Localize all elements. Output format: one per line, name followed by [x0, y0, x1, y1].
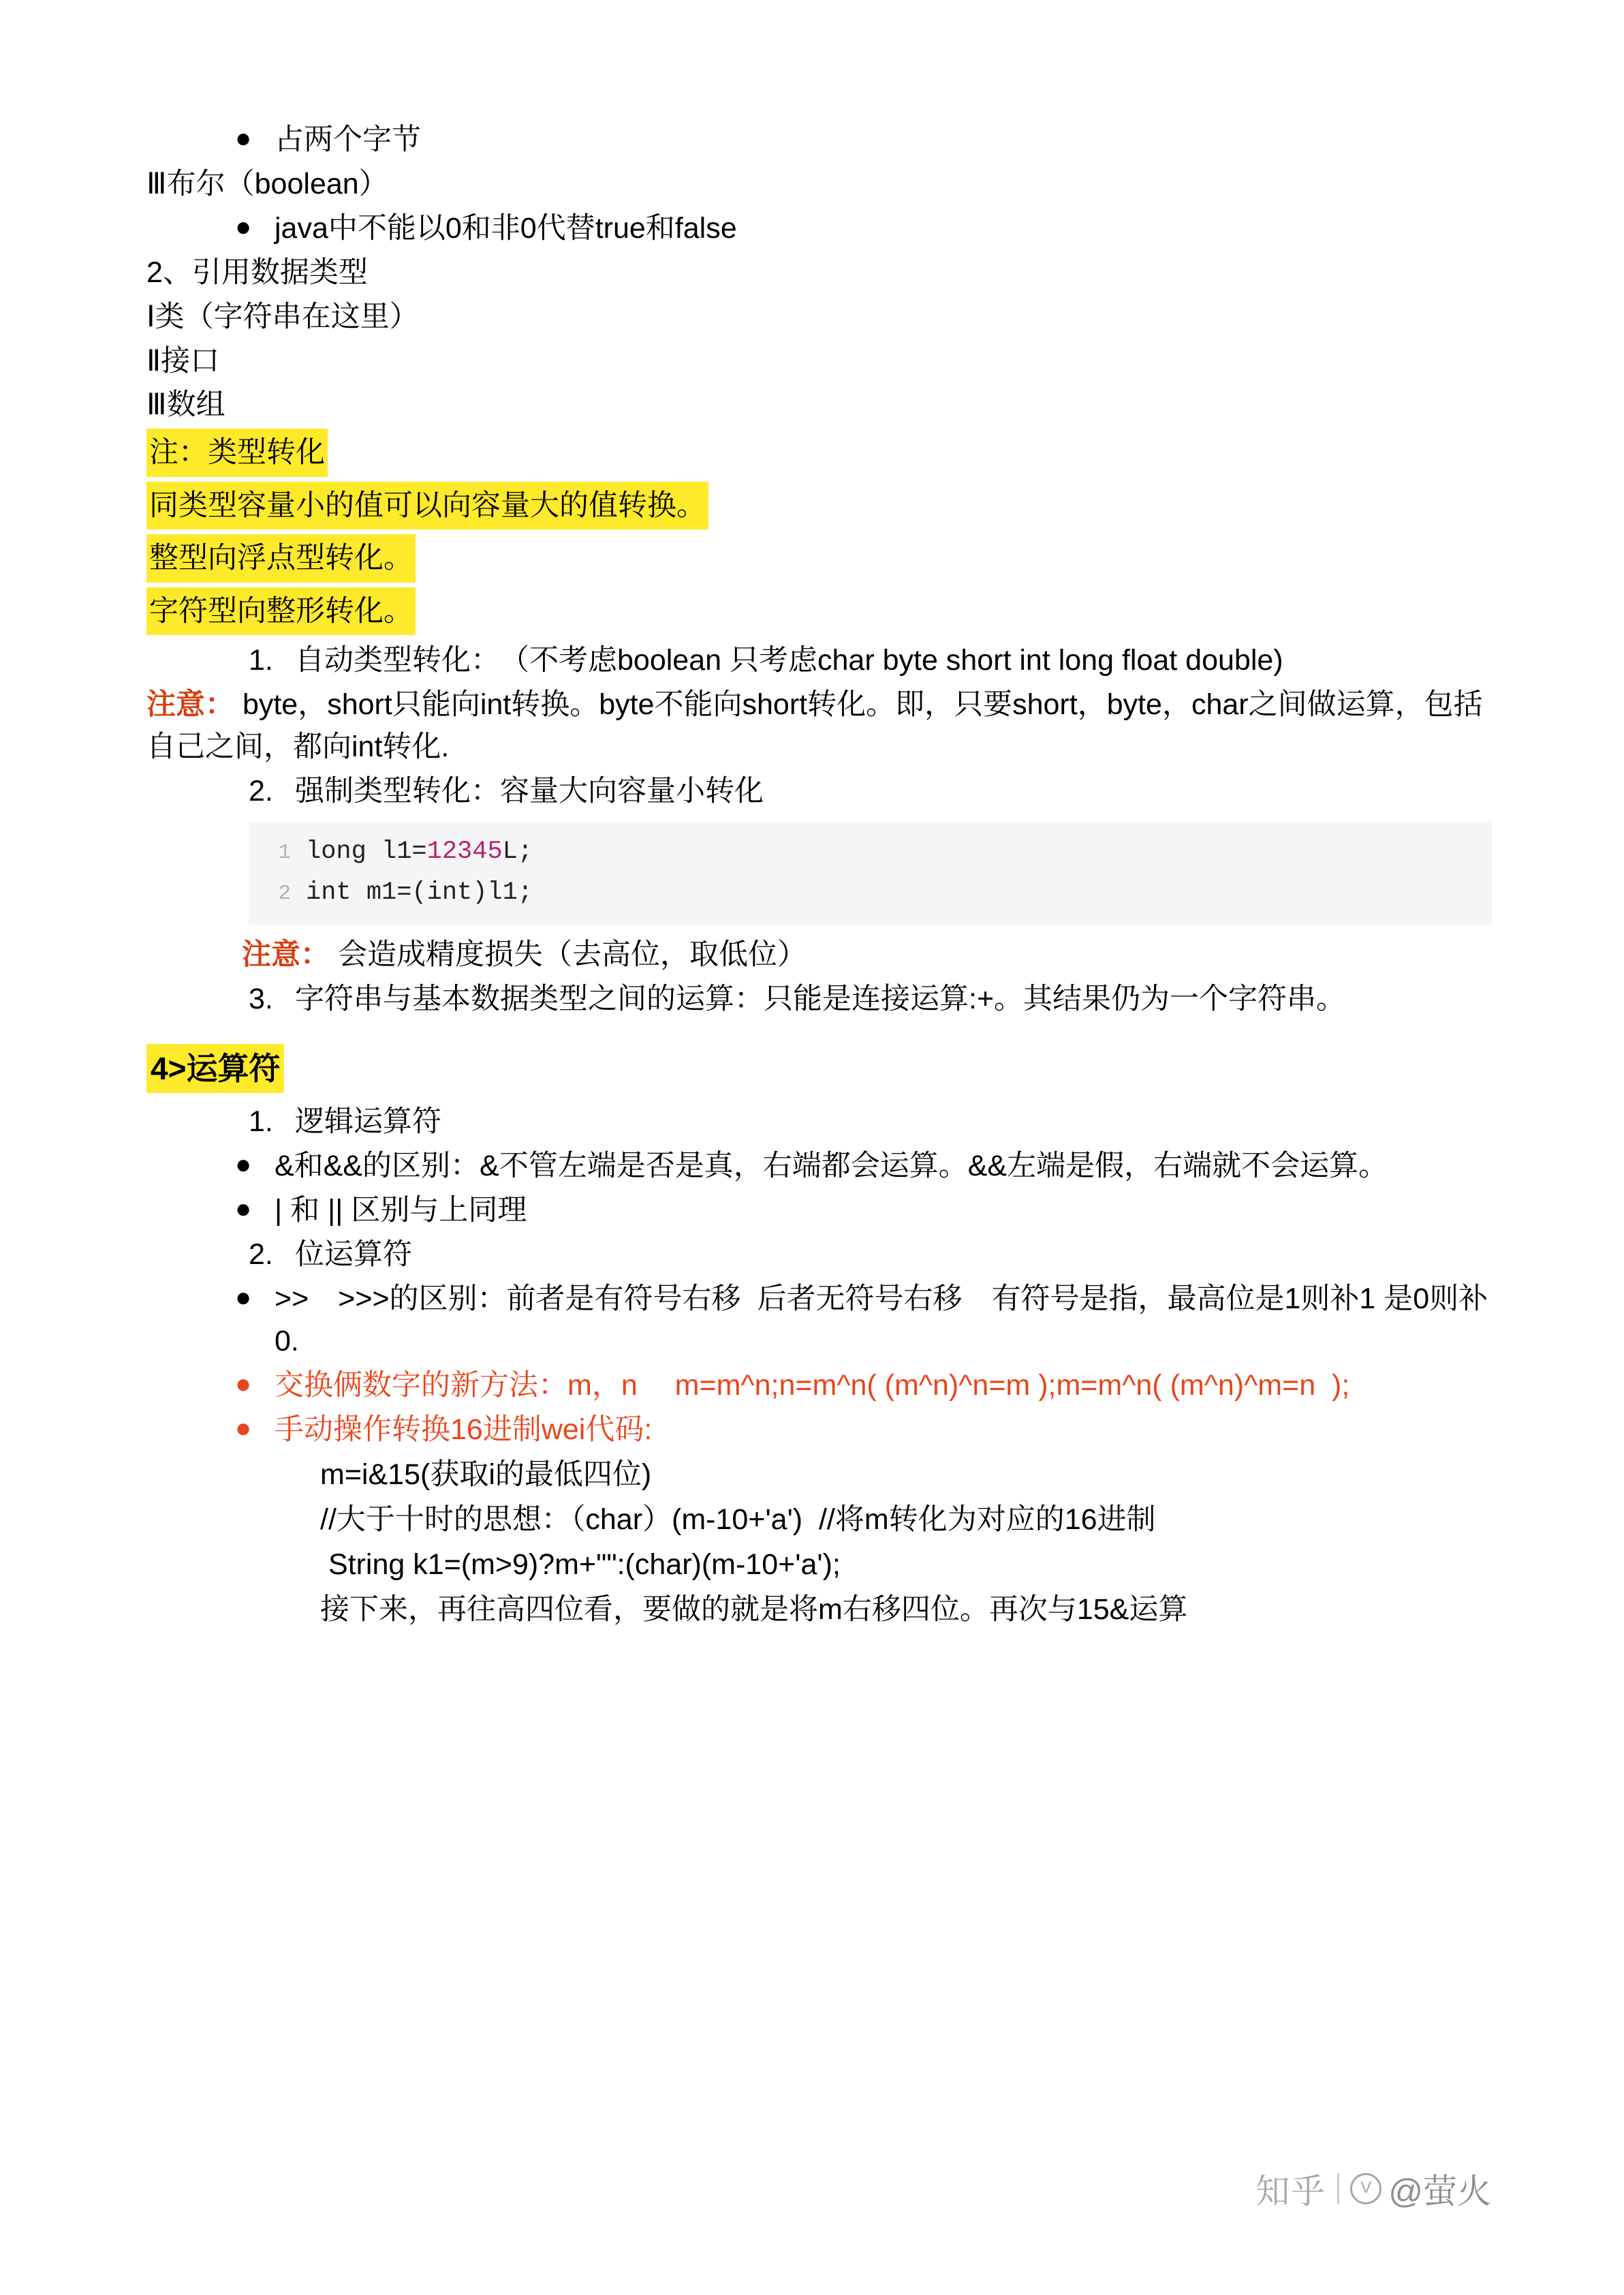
code-token: long l1=	[306, 837, 427, 866]
bullet-text: java中不能以0和非0代替true和false	[275, 211, 737, 245]
bullet-text: &和&&的区别：&不管左端是否是真，右端都会运算。&&左端是假，右端就不会运算。	[275, 1150, 1388, 1183]
numbered-item	[146, 640, 1498, 682]
warning-text: 会造成精度损失（去高位，取低位）	[330, 938, 807, 971]
section-heading-text: 4>运算符	[146, 1044, 284, 1094]
numbered-text: 位运算符	[295, 1238, 412, 1272]
highlighted-note	[146, 429, 1498, 477]
list-number: 2.	[249, 775, 273, 808]
bullet-text: 手动操作转换16进制wei代码:	[275, 1413, 653, 1446]
highlighted-note	[146, 482, 1498, 530]
sub-text-line: m=i&15(获取i的最低四位)	[320, 1458, 652, 1491]
text-line: Ⅲ数组	[146, 388, 225, 422]
sub-text-line: //大于十时的思想：（char）(m-10+'a') //将m转化为对应的16进制	[320, 1503, 1156, 1536]
bullet-dot-icon: ●	[235, 1194, 252, 1224]
list-number: 1.	[249, 644, 273, 677]
highlighted-note	[146, 534, 1498, 583]
list-number: 3.	[249, 982, 273, 1015]
highlighted-note	[146, 587, 1498, 636]
sub-text-line: 接下来，再往高四位看，要做的就是将m右移四位。再次与15&运算	[320, 1593, 1188, 1627]
bullet-dot-icon: ●	[235, 1368, 252, 1399]
verified-badge-icon: V	[1350, 2173, 1381, 2204]
warning-label: 注意：	[242, 938, 330, 971]
bullet-text: >> >>>的区别：前者是有符号右移 后者无符号右移 有符号是指，最高位是1则补1 是0则补0.	[275, 1282, 1488, 1357]
code-line-number: 2	[278, 881, 291, 906]
numbered-item	[146, 1101, 1498, 1143]
watermark-author-wrap	[1350, 2164, 1491, 2213]
bullet-text: 占两个字节	[275, 123, 421, 156]
warning-line	[146, 684, 1498, 769]
highlighted-text: 整型向浮点型转化。	[146, 534, 416, 583]
numbered-text: 自动类型转化： （不考虑boolean 只考虑char byte short int long float double)	[295, 644, 1283, 677]
watermark-platform: 知乎	[1255, 2172, 1327, 2211]
text-line: Ⅰ类（字符串在这里）	[146, 300, 419, 333]
warning-text: byte，short只能向int转换。byte不能向short转化。即，只要short，byte，char之间做运算，包括自己之间，都向int转化.	[146, 688, 1483, 764]
code-line-number: 1	[278, 840, 291, 865]
sub-text-line: String k1=(m>9)?m+"":(char)(m-10+'a');	[320, 1548, 841, 1581]
section-heading	[146, 1044, 1498, 1094]
text-line: 2、引用数据类型	[146, 256, 368, 289]
watermark-author: @萤火	[1388, 2172, 1491, 2211]
code-line	[249, 873, 1492, 914]
bullet-item	[146, 1145, 1498, 1188]
highlighted-text: 同类型容量小的值可以向容量大的值转换。	[146, 482, 708, 530]
list-number: 2.	[249, 1238, 273, 1272]
code-block	[249, 822, 1492, 925]
watermark	[1255, 2164, 1491, 2213]
list-number: 1.	[249, 1105, 273, 1139]
code-token: 12345	[426, 837, 503, 866]
bullet-item	[146, 1278, 1498, 1363]
code-token: int m1=(int)l1;	[306, 878, 533, 907]
bullet-dot-icon: ●	[235, 123, 252, 153]
numbered-item	[146, 1234, 1498, 1276]
highlighted-text: 字符型向整形转化。	[146, 587, 416, 636]
bullet-dot-icon: ●	[235, 211, 252, 242]
bullet-text: | 和 || 区别与上同理	[275, 1194, 527, 1227]
warning-line	[146, 934, 1498, 976]
warning-label: 注意：	[146, 688, 234, 722]
bullet-item	[146, 1190, 1498, 1232]
bullet-item	[146, 1409, 1498, 1451]
bullet-dot-icon: ●	[235, 1413, 252, 1443]
text-line: Ⅲ布尔（boolean）	[146, 167, 388, 200]
numbered-text: 强制类型转化：容量大向容量小转化	[295, 775, 764, 808]
watermark-divider	[1337, 2173, 1339, 2204]
bullet-dot-icon: ●	[235, 1282, 252, 1312]
bullet-item	[146, 119, 1498, 161]
code-source	[306, 832, 533, 873]
numbered-text: 逻辑运算符	[295, 1105, 441, 1139]
highlighted-text: 注：类型转化	[146, 429, 328, 477]
numbered-text: 字符串与基本数据类型之间的运算：只能是连接运算:+。其结果仍为一个字符串。	[295, 982, 1346, 1015]
bullet-item	[146, 1365, 1498, 1407]
bullet-dot-icon: ●	[235, 1150, 252, 1180]
bullet-item	[146, 208, 1498, 250]
text-line: Ⅱ接口	[146, 344, 220, 378]
numbered-item	[146, 771, 1498, 813]
numbered-item	[146, 979, 1498, 1021]
bullet-text: 交换俩数字的新方法：m，n m=m^n;n=m^n( (m^n)^n=m );m=m^n( (m^n)^m=n );	[275, 1368, 1350, 1402]
document-body	[146, 119, 1498, 1631]
code-source	[306, 873, 533, 914]
code-line	[249, 832, 1492, 873]
code-token: L;	[502, 837, 533, 866]
